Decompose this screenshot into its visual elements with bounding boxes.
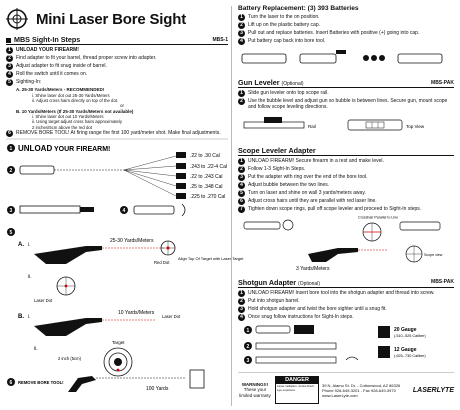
target-icon	[104, 348, 132, 376]
shotgun-adapter-icon	[294, 325, 314, 334]
svg-text:3: 3	[246, 357, 250, 364]
svg-text:20 Gauge: 20 Gauge	[394, 326, 417, 333]
svg-text:i.: i.	[28, 241, 31, 248]
battery-header: Battery Replacement: (3) 393 Batteries	[238, 5, 359, 12]
column-divider	[231, 6, 232, 406]
svg-text:Rail: Rail	[308, 123, 316, 129]
laserlyte-logo: LASERLYTE	[412, 386, 454, 394]
svg-text:Laser Dot: Laser Dot	[34, 297, 53, 303]
caliber-label-4: .25 to .348 Cal	[190, 183, 223, 190]
svg-text:A.: A.	[18, 241, 24, 248]
svg-text:10 Yards/Meters: 10 Yards/Meters	[118, 309, 155, 316]
far-target-icon	[190, 370, 204, 388]
shooter-icon	[68, 376, 96, 392]
svg-text:6: 6	[9, 379, 13, 386]
rifle-a-icon	[34, 246, 102, 264]
svg-text:Red Dot: Red Dot	[154, 259, 170, 265]
sighting-a-i: i. Shine laser dot out 25-30 Yards/Meters	[32, 92, 110, 98]
svg-text:2 inch (5cm): 2 inch (5cm)	[58, 355, 82, 361]
crosshair-icon	[6, 8, 28, 30]
caliber-label-3: .22 to .243 Cal	[190, 173, 223, 180]
svg-text:25-30 Yards/Meters: 25-30 Yards/Meters	[110, 237, 154, 244]
title-row	[6, 4, 228, 34]
svg-text:1: 1	[9, 145, 13, 152]
section-header-sight-in	[6, 35, 228, 45]
svg-text:2: 2	[9, 167, 13, 174]
svg-text:Laser Dot: Laser Dot	[162, 313, 181, 319]
step-3: 3 Adjust adapter to fit snug inside of barrel.	[6, 63, 228, 70]
adapter-fan	[124, 156, 176, 196]
caliber-label-5: .225 to .270 Cal	[190, 193, 226, 200]
svg-text:B.: B.	[18, 313, 24, 320]
bore-tool-icon	[20, 166, 54, 174]
step-2: 2 Find adapter to fit your barrel, thread proper screw into adapter.	[6, 55, 228, 62]
scope-leveler-steps: 1 UNLOAD FIREARM! Secure firearm in a rest and make level. 2 Follow 1-3 Sight-In Steps. 3 Put the adapter with ring over the end of the bore tool. 4 Adjust bubble between the two lines. 5 Turn on laser and shine on wall 3 yards/meters away. 6 Adjust cross hairs until they are parallel with red laser line. 7 Tighten down scope rings, pull off scope leveler and proceed to Sight-In steps.	[238, 158, 454, 213]
company-address: 39 N. Alamo St. Dr. - Cottonwood, AZ 86326 Phone 928-649-3201 - Fax 928-649-3970 www.LaserLyte.com	[322, 382, 401, 398]
sighting-a-ii: ii. Adjust cross hairs directly on top of the dot.	[32, 97, 119, 103]
gun-leveler-header: Gun Leveler (Optional) MBS-PAK	[238, 78, 454, 87]
gun-leveler-steps: 1 Slide gun leveler onto top scope rail. 2 Use the bubble level and adjust gun so bubble is between lines. Secure gun, mount scope and follow scope leveling directions.	[238, 90, 454, 111]
battery-icon	[363, 55, 369, 61]
svg-text:i.: i.	[28, 313, 31, 320]
svg-text:Align Top Of Target with Laser: Align Top Of Target with Laser Target	[178, 255, 244, 261]
sighting-b-ii: ii. Using target adjust cross hairs approximately	[32, 119, 123, 125]
step-4: 4 Roll the switch until it comes on.	[6, 71, 228, 78]
sighting-b-i: i. Shine laser dot out 10 Yards/Meters	[32, 114, 104, 120]
svg-text:(.510-.525 Caliber): (.510-.525 Caliber)	[394, 333, 426, 338]
svg-text:2: 2	[246, 343, 250, 350]
caliber-label-1: .22 to .30 Cal	[190, 152, 220, 159]
unload-suffix: YOUR FIREARM!	[54, 145, 111, 153]
svg-text:1: 1	[246, 327, 250, 334]
svg-text:3 Yards/Meters: 3 Yards/Meters	[296, 265, 330, 272]
rifle-b-icon	[34, 318, 102, 336]
sight-in-steps	[6, 47, 228, 137]
left-column	[6, 4, 244, 396]
shotgun-header: Shotgun Adapter (Optional) MBS-PAK	[238, 277, 454, 287]
section-title: MBS Sight-In Steps	[14, 35, 81, 44]
step-6: 6 REMOVE BORE TOOL! At firing range fire first 100 yard/meter shot. Make final adjustments.	[6, 130, 228, 137]
sighting-or: or	[119, 103, 124, 108]
adapter-ring-icon	[283, 220, 293, 230]
page-title: Mini Laser Bore Sight	[36, 10, 186, 28]
scope-leveler-header: Scope Leveler Adapter	[238, 146, 454, 156]
svg-text:REMOVE BORE TOOL!: REMOVE BORE TOOL!	[18, 379, 64, 385]
step-1: 1 UNLOAD YOUR FIREARM!	[6, 47, 228, 54]
sighting-a-head: A. 25-30 Yards/Meters - RECOMMENDED!	[16, 87, 105, 92]
scope-leveler-diagram	[238, 214, 454, 272]
svg-text:5: 5	[9, 229, 13, 236]
section-code: MBS-1	[212, 36, 228, 43]
svg-text:(.625-.730 Caliber): (.625-.730 Caliber)	[394, 353, 426, 358]
caliber-label-2: .243 to .22-4 Cal	[190, 163, 227, 170]
leveler-icon	[264, 117, 282, 123]
battery-diagram	[238, 46, 454, 72]
left-diagrams	[6, 138, 244, 396]
barrel-icon	[20, 206, 80, 213]
svg-text:12 Gauge: 12 Gauge	[394, 346, 417, 353]
svg-text:4: 4	[122, 207, 126, 214]
svg-text:Crosshair Parallel to Line: Crosshair Parallel to Line	[358, 215, 399, 220]
battery-steps: 1 Turn the laser to the on position. 2 Lift up on the plastic battery cap. 3 Pull out and replace batteries. Insert Batteries with positive (+) going into cap. 4 Put battery cap back into bore tool.	[238, 14, 454, 45]
svg-text:ii.: ii.	[34, 345, 38, 352]
unload-label: UNLOAD	[18, 143, 53, 153]
sighting-b-ii2: 2 inches/5cm above the red dot	[32, 124, 92, 130]
sighting-b-head: B. 10 Yards/Meters (If 25-30 Yards/Meters not available)	[16, 108, 134, 114]
step-5: 5 Sighting-In:	[6, 79, 228, 86]
svg-text:100 Yards: 100 Yards	[146, 385, 169, 392]
rifle-rest-icon	[308, 248, 358, 262]
svg-text:Target: Target	[112, 339, 125, 345]
svg-text:Scope view: Scope view	[424, 252, 443, 257]
danger-label: DANGER Laser radiation. Avoid direct eye exposure.	[275, 376, 319, 404]
footer	[238, 372, 454, 407]
svg-text:3: 3	[9, 207, 13, 214]
bore-tool-icon	[242, 54, 286, 63]
shotgun-diagram	[238, 322, 454, 368]
svg-text:ii.: ii.	[28, 273, 32, 280]
square-bullet-icon	[6, 38, 11, 43]
right-column	[238, 4, 454, 373]
shotgun-steps: 1 UNLOAD FIREARM! Insert bore tool into the shotgun adapter and thread into screw. 2 Put into shotgun barrel. 3 Hold shotgun adapter and twist the bore sighter until a snug fit. 4 Once snug follow instructions for Sight-In steps.	[238, 290, 454, 321]
warranty-note: WARNING!!! These your limited warranty	[239, 381, 271, 398]
switch-icon	[134, 206, 174, 214]
gun-leveler-diagram	[238, 112, 454, 140]
svg-text:Top View: Top View	[406, 123, 425, 129]
